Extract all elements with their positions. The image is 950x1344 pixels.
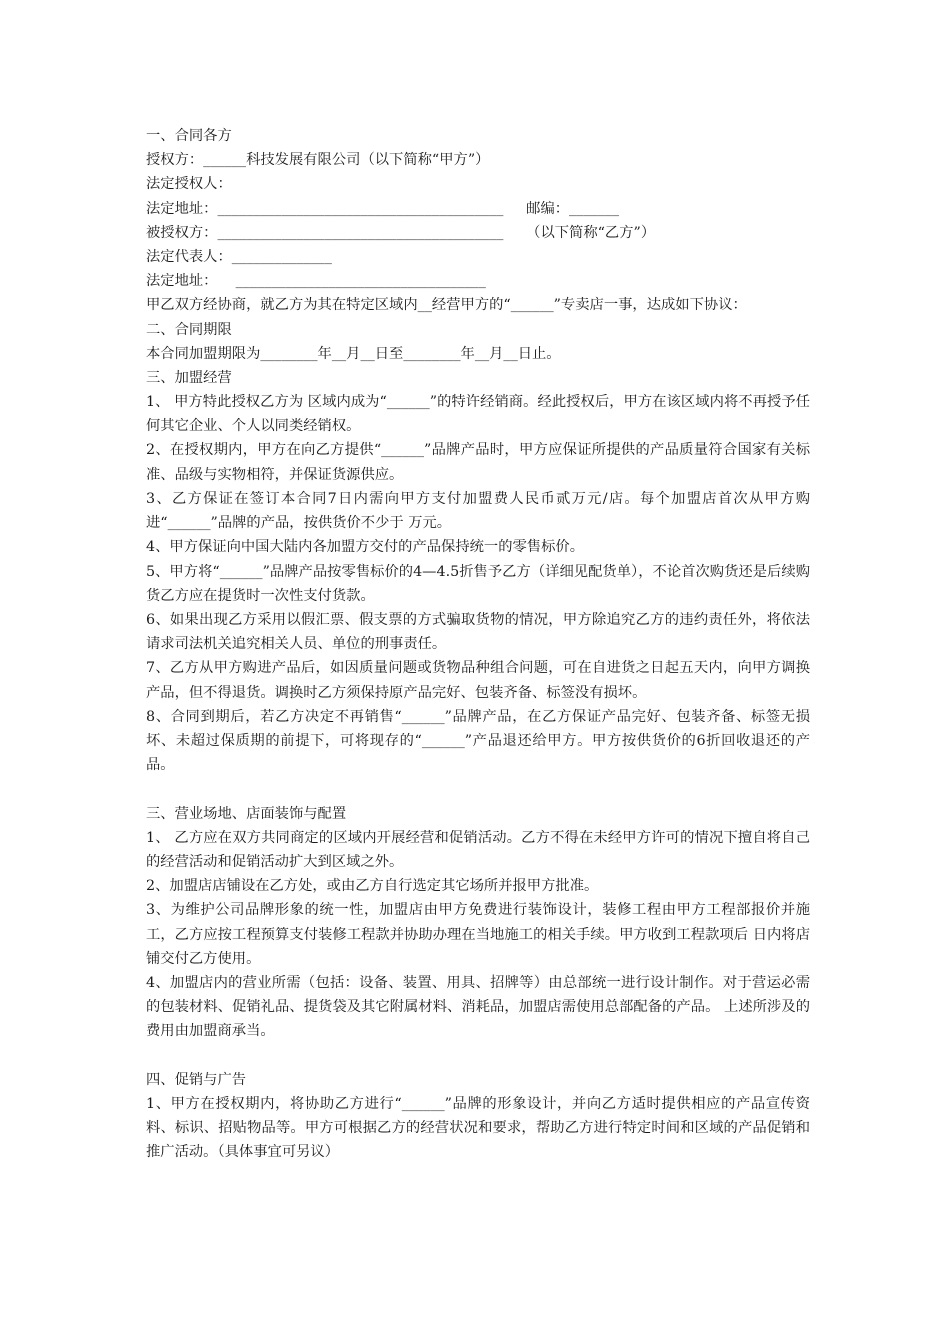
franchise-clause: 5、甲方将“______”品牌产品按零售标价的4—4.5折售予乙方（详细见配货单），不论首次购货还是后续购货乙方应在提货时一次性支付货款。: [146, 563, 810, 604]
section-spacer: [146, 777, 810, 801]
promo-clause: 1、甲方在授权期内，将协助乙方进行“______”品牌的形象设计，并向乙方适时提供相应的产品宣传资料、标识、招贴物品等。甲方可根据乙方的经营状况和要求，帮助乙方进行特定时间和区域的产品促销和推广活动。（具体事宜可另议）: [146, 1095, 810, 1161]
venue-clause: 3、为维护公司品牌形象的统一性，加盟店由甲方免费进行装饰设计，装修工程由甲方工程部报价并施工，乙方应按工程预算支付装修工程款并协助办理在当地施工的相关手续。甲方收到工程款项后 日内将店铺交付乙方使用。: [146, 902, 810, 967]
franchise-clause: 1、 甲方特此授权乙方为 区域内成为“______”的特许经销商。经此授权后，甲方在该区域内将不再授予任何其它企业、个人以同类经销权。: [146, 394, 810, 435]
grantee-line: 被授权方：________________________________________ （以下简称“乙方”）: [146, 224, 656, 241]
franchise-clause: 6、如果出现乙方采用以假汇票、假支票的方式骗取货物的情况，甲方除追究乙方的违约责任外，将依法请求司法机关追究相关人员、单位的刑事责任。: [146, 611, 810, 653]
section-spacer: [146, 1044, 810, 1068]
legal-authorizer-line: 法定授权人：: [146, 176, 232, 193]
section-title-promo: 四、促销与广告: [146, 1071, 247, 1088]
contract-document: [146, 124, 810, 1165]
section-title-venue: 三、营业场地、店面装饰与配置: [146, 805, 347, 822]
franchise-clause: 7、乙方从甲方购进产品后，如因质量问题或货物品种组合问题，可在自进货之日起五天内，向甲方调换产品，但不得退货。调换时乙方须保持原产品完好、包装齐备、标签没有损坏。: [146, 660, 810, 701]
franchise-clause: 3、乙方保证在签订本合同7日内需向甲方支付加盟费人民币贰万元/店。每个加盟店首次从甲方购进“______”品牌的产品，按供货价不少于 万元。: [146, 490, 810, 532]
franchise-clause: 4、甲方保证向中国大陆内各加盟方交付的产品保持统一的零售标价。: [146, 539, 584, 556]
legal-address-line-2: 法定地址： ___________________________________: [146, 273, 486, 290]
section-title-term: 二、合同期限: [146, 321, 232, 338]
venue-clause: 4、加盟店内的营业所需（包括：设备、装置、用具、招牌等）由总部统一进行设计制作。对于营运必需的包装材料、促销礼品、提货袋及其它附属材料、消耗品，加盟店需使用总部配备的产品。 上述所涉及的费用由加盟商承当。: [146, 974, 810, 1040]
venue-clause: 2、加盟店店铺设在乙方处，或由乙方自行选定其它场所并报甲方批准。: [146, 878, 599, 895]
legal-representative-line: 法定代表人：______________: [146, 248, 332, 265]
grantor-line: 授权方：______科技发展有限公司（以下简称“甲方”）: [146, 152, 490, 169]
term-paragraph: 本合同加盟期限为________年__月__日至________年__月__日止。: [146, 345, 561, 362]
venue-clause: 1、 乙方应在双方共同商定的区域内开展经营和促销活动。乙方不得在未经甲方许可的情况下擅自将自己的经营活动和促销活动扩大到区域之外。: [146, 829, 810, 870]
franchise-clause: 2、在授权期内，甲方在向乙方提供“______”品牌产品时，甲方应保证所提供的产品质量符合国家有关标准、品级与实物相符，并保证货源供应。: [146, 442, 810, 483]
franchise-clause: 8、合同到期后，若乙方决定不再销售“______”品牌产品，在乙方保证产品完好、包装齐备、标签无损坏、未超过保质期的前提下，可将现存的“______”产品退还给甲方。甲方按供货价的6折回收退还的产品。: [146, 708, 810, 774]
intro-paragraph: 甲乙双方经协商，就乙方为其在特定区域内__经营甲方的“______”专卖店一事，达成如下协议：: [146, 297, 747, 314]
legal-address-line-1: 法定地址：________________________________________ 邮编：_______: [146, 200, 620, 217]
section-title-parties: 一、合同各方: [146, 128, 232, 144]
section-title-franchise: 三、加盟经营: [146, 369, 232, 386]
